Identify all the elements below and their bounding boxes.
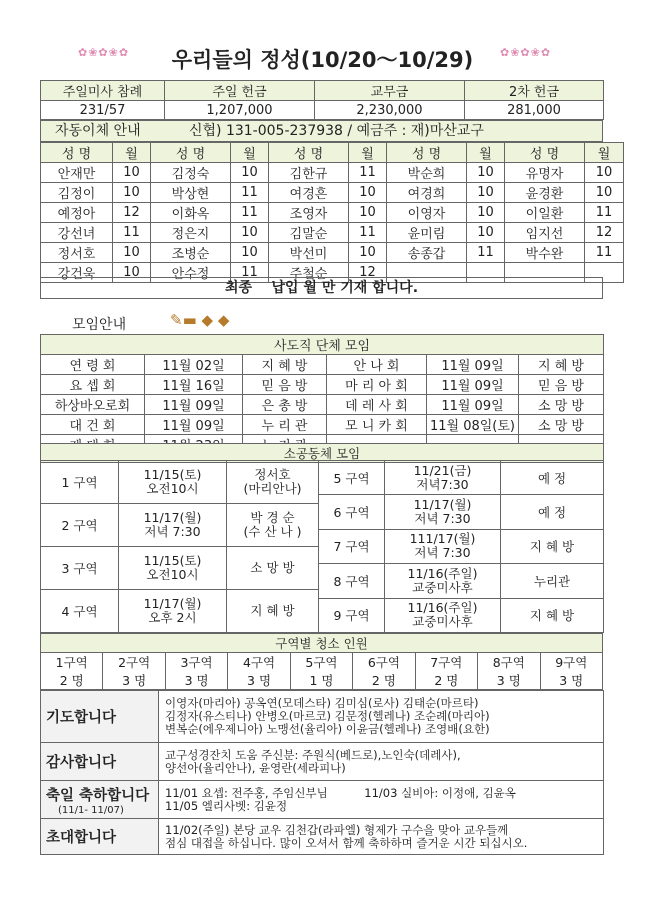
community-line: 정서호: [254, 467, 291, 482]
roster-name: 김한규: [269, 163, 349, 183]
group-cell: 모 니 카 회: [327, 415, 427, 435]
notice-line: 교구성경잔치 도움 주신분: 주원식(베드로),노인숙(데레사),: [165, 747, 461, 762]
roster-month: 11: [467, 243, 505, 263]
offering-summary-table: [40, 80, 604, 120]
community-lines: [227, 468, 318, 496]
summary-header: 2차 헌금: [465, 81, 604, 101]
cleaning-count: 2 명: [415, 671, 477, 690]
community-when: [385, 564, 501, 598]
cleaning-zone: 7구역: [415, 653, 477, 672]
group-cell: 11월 02일: [145, 355, 243, 375]
community-lines: [385, 464, 500, 492]
notice-line: 점심 대접을 하십니다. 많이 오셔서 함께 축하하며 즐거운 시간 되십시오.: [165, 835, 528, 850]
roster-name: 정은지: [151, 223, 231, 243]
community-line: 11/16(주일): [407, 565, 478, 581]
community-zone: 6 구역: [319, 495, 385, 529]
group-cell: 하상바오로회: [41, 395, 145, 415]
communities-right-table: [318, 460, 604, 633]
community-line: 11/17(월): [143, 596, 202, 611]
community-place: 누리관: [501, 564, 604, 598]
notice-label: [41, 819, 159, 855]
group-cell: 11월 09일: [145, 395, 243, 415]
community-zone: 7 구역: [319, 529, 385, 563]
roster-name: 윤미림: [387, 223, 467, 243]
community-line: 저녁 7:30: [144, 524, 201, 539]
roster-name: 박순희: [387, 163, 467, 183]
community-place: 지 혜 방: [501, 598, 604, 632]
roster-table: [40, 142, 624, 283]
roster-month: 12: [585, 223, 624, 243]
community-when: [119, 547, 227, 590]
community-lines: [119, 597, 226, 625]
roster-month: 10: [585, 163, 624, 183]
roster-month: 10: [467, 163, 505, 183]
notice-content: [159, 691, 604, 743]
notice-line: 양선아(율리안나), 윤영란(세라피나): [165, 760, 346, 775]
roster-header: 성 명: [505, 143, 585, 163]
group-cell: 11월 09일: [427, 355, 519, 375]
cleaning-count: 3 명: [540, 671, 603, 690]
roster-month: 10: [231, 243, 269, 263]
roster-month: 11: [585, 203, 624, 223]
community-lines: [119, 554, 226, 582]
community-zone: 9 구역: [319, 598, 385, 632]
roster-name: 송종갑: [387, 243, 467, 263]
group-cell: 누 리 관: [243, 415, 327, 435]
group-cell: 11월 09일: [427, 375, 519, 395]
roster-name: 안재만: [41, 163, 113, 183]
notice-line: 이영자(마리아) 공옥연(모데스타) 김미심(로사) 김태순(마르타): [165, 696, 479, 710]
roster-name: 유명자: [505, 163, 585, 183]
cleaning-count: 1 명: [290, 671, 352, 690]
group-cell: 믿 음 방: [243, 375, 327, 395]
group-cell: 마 리 아 회: [327, 375, 427, 395]
community-place: 예 정: [501, 461, 604, 495]
community-line: 소 망 방: [250, 560, 295, 575]
roster-name: 박상현: [151, 183, 231, 203]
roster-month: 10: [467, 203, 505, 223]
auto-transfer-bar: [40, 120, 603, 142]
roster-month: 10: [349, 203, 387, 223]
community-line: 지 혜 방: [250, 603, 295, 618]
notice-line: 11/02(주일) 본당 교우 김천갑(라파엘) 형제가 구수을 맞아 교우들께: [165, 822, 509, 837]
group-cell: 11월 08일(토): [427, 415, 519, 435]
roster-month: 11: [349, 163, 387, 183]
community-line: 11/21(금): [413, 462, 472, 478]
notice-label: [41, 691, 159, 743]
community-line: 박 경 순: [250, 510, 295, 525]
group-cell: 소 망 방: [519, 415, 604, 435]
community-when: [385, 598, 501, 632]
cleaning-count: 3 명: [103, 671, 165, 690]
summary-value: 2,230,000: [315, 101, 465, 120]
roster-name: 박수완: [505, 243, 585, 263]
community-lines: [227, 604, 318, 618]
community-line: (수 산 나 ): [243, 524, 302, 539]
roster-header: 성 명: [387, 143, 467, 163]
roster-name: 이영자: [387, 203, 467, 223]
cleaning-count: 3 명: [478, 671, 540, 690]
roster-name: 이화옥: [151, 203, 231, 223]
notice-label-text: 감사합니다: [46, 755, 117, 771]
group-cell: 데 레 사 회: [327, 395, 427, 415]
communities-left-table: [40, 460, 319, 633]
community-line: 저녁 7:30: [414, 511, 471, 527]
roster-name: 강선녀: [41, 223, 113, 243]
roster-header: 월: [585, 143, 624, 163]
group-cell: 믿 음 방: [519, 375, 604, 395]
notice-label-text: 기도합니다: [46, 710, 117, 726]
community-place: 예 정: [501, 495, 604, 529]
community-when: [119, 461, 227, 504]
roster-month: 10: [467, 183, 505, 203]
community-zone: 5 구역: [319, 461, 385, 495]
roster-header: 월: [231, 143, 269, 163]
community-place: [227, 547, 319, 590]
cleaning-table: [40, 633, 603, 690]
communities-title: 소공동체 모임: [41, 444, 604, 463]
roster-name: 강건욱: [41, 263, 113, 283]
roster-name: 주철순: [269, 263, 349, 283]
group-cell: 11월 16일: [145, 375, 243, 395]
community-when: [119, 504, 227, 547]
apostolic-groups-table: [40, 334, 604, 455]
notice-label: [41, 743, 159, 781]
roster-month: 12: [113, 203, 151, 223]
roster-month: 10: [113, 163, 151, 183]
meeting-label: 모임안내: [72, 317, 127, 333]
community-line: 11/17(월): [413, 497, 472, 513]
group-cell: 소 망 방: [519, 395, 604, 415]
summary-header: 주일 헌금: [165, 81, 315, 101]
cleaning-zone: 5구역: [290, 653, 352, 672]
roster-month: 10: [349, 183, 387, 203]
community-zone: 2 구역: [41, 504, 119, 547]
roster-month: 11: [231, 203, 269, 223]
community-line: 111/17(월): [409, 531, 476, 547]
cleaning-zone: 6구역: [353, 653, 415, 672]
cleaning-zone: 8구역: [478, 653, 540, 672]
cleaning-count: 3 명: [165, 671, 227, 690]
community-lines: [119, 511, 226, 539]
roster-name: 정서호: [41, 243, 113, 263]
notice-sublabel: (11/1- 11/07): [58, 804, 124, 816]
roster-month: 10: [585, 183, 624, 203]
group-cell: 연 령 회: [41, 355, 145, 375]
notice-line: 김정자(유스티나) 안병오(마르코) 김문정(헬레나) 조순례(마리아): [165, 709, 490, 723]
roster-header: 성 명: [151, 143, 231, 163]
notice-content: [159, 819, 604, 855]
cleaning-zone: 3구역: [165, 653, 227, 672]
community-line: 교중미사후: [412, 614, 473, 630]
roster-header: 성 명: [41, 143, 113, 163]
roster-month: 11: [231, 263, 269, 283]
community-lines: [227, 511, 318, 539]
community-when: [385, 495, 501, 529]
community-when: [385, 529, 501, 563]
group-cell: 지 혜 방: [243, 355, 327, 375]
notice-line: 11/01 요셉: 전주홍, 주임신부님 11/03 실비아: 이정애, 김윤옥: [165, 785, 516, 800]
roster-name: 박선미: [269, 243, 349, 263]
group-cell: 은 총 방: [243, 395, 327, 415]
cleaning-count: 2 명: [41, 671, 103, 690]
page-title: 우리들의 정성(10/20～10/29): [171, 48, 474, 72]
cleaning-title: 구역별 청소 인원: [41, 634, 603, 653]
community-zone: 4 구역: [41, 590, 119, 633]
roster-month: 10: [113, 183, 151, 203]
community-when: [119, 590, 227, 633]
notice-content: [159, 781, 604, 819]
group-cell: 지 혜 방: [519, 355, 604, 375]
group-cell: 대 건 회: [41, 415, 145, 435]
roster-footer: 최종 납입 월 만 기재 합니다.: [40, 277, 603, 299]
group-cell: 11월 09일: [145, 415, 243, 435]
auto-transfer-info: 신협) 131-005-237938 / 예금주 : 재)마산교구: [189, 123, 484, 139]
roster-name: 이일환: [505, 203, 585, 223]
roster-month: 12: [349, 263, 387, 283]
roster-month: 10: [349, 243, 387, 263]
roster-month: 11: [231, 183, 269, 203]
roster-name: 김말순: [269, 223, 349, 243]
roster-month: 11: [585, 243, 624, 263]
notice-label: [41, 781, 159, 819]
community-lines: [227, 561, 318, 575]
community-lines: [119, 468, 226, 496]
community-when: [385, 461, 501, 495]
roster-month: 10: [467, 223, 505, 243]
cleaning-zone: 4구역: [228, 653, 290, 672]
roster-header: 월: [467, 143, 505, 163]
apostolic-groups-title: 사도직 단체 모임: [41, 335, 604, 355]
bird-decoration-icon: ✎▬ ◆ ◆: [170, 311, 230, 329]
community-lines: [385, 532, 500, 560]
summary-header: 교무금: [315, 81, 465, 101]
notice-label-text: 축일 축하합니다: [46, 787, 150, 804]
roster-name: 여경흔: [269, 183, 349, 203]
community-line: 11/17(월): [143, 510, 202, 525]
community-line: 저녁7:30: [416, 476, 469, 492]
flower-decoration-left: ✿❀✿❀✿: [78, 46, 130, 59]
roster-name: 여경희: [387, 183, 467, 203]
community-line: 오전10시: [146, 567, 199, 582]
roster-name: 예정아: [41, 203, 113, 223]
community-place: [227, 461, 319, 504]
summary-value: 231/57: [41, 101, 165, 120]
roster-name: 조영자: [269, 203, 349, 223]
roster-name: 임지선: [505, 223, 585, 243]
auto-transfer-label: 자동이체 안내: [55, 123, 141, 139]
community-line: 11/15(토): [143, 553, 202, 568]
roster-name: 윤경환: [505, 183, 585, 203]
roster-name: 김정숙: [151, 163, 231, 183]
notice-line: 변복순(에우제니아) 노맹선(율리아) 이윤금(헬레나) 조영배(요한): [165, 722, 490, 736]
roster-header: 성 명: [269, 143, 349, 163]
community-place: 지 혜 방: [501, 529, 604, 563]
cleaning-zone: 9구역: [540, 653, 603, 672]
community-line: 교중미사후: [412, 579, 473, 595]
community-zone: 3 구역: [41, 547, 119, 590]
community-line: 11/15(토): [143, 467, 202, 482]
community-line: (마리안나): [243, 481, 302, 496]
notices-table: [40, 690, 604, 855]
roster-month: 10: [231, 223, 269, 243]
roster-header: 월: [349, 143, 387, 163]
notice-line: 11/05 엘리사벳: 김윤정: [165, 798, 288, 813]
community-zone: 1 구역: [41, 461, 119, 504]
summary-header: 주일미사 참례: [41, 81, 165, 101]
community-lines: [385, 567, 500, 595]
community-line: 저녁 7:30: [414, 545, 471, 561]
community-lines: [385, 498, 500, 526]
roster-month: 10: [113, 263, 151, 283]
cleaning-zone: 2구역: [103, 653, 165, 672]
community-place: [227, 590, 319, 633]
community-line: 오전10시: [146, 481, 199, 496]
roster-name: 조병순: [151, 243, 231, 263]
group-cell: 11월 09일: [427, 395, 519, 415]
cleaning-count: 2 명: [353, 671, 415, 690]
roster-header: 월: [113, 143, 151, 163]
roster-month: 11: [349, 223, 387, 243]
roster-month: 10: [113, 243, 151, 263]
summary-value: 1,207,000: [165, 101, 315, 120]
community-zone: 8 구역: [319, 564, 385, 598]
cleaning-count: 3 명: [228, 671, 290, 690]
community-line: 11/16(주일): [407, 600, 478, 616]
group-cell: 안 나 회: [327, 355, 427, 375]
community-line: 오후 2시: [148, 610, 197, 625]
roster-name: 김정이: [41, 183, 113, 203]
flower-decoration-right: ✿❀✿❀✿: [500, 46, 552, 59]
summary-value: 281,000: [465, 101, 604, 120]
roster-name: 안수정: [151, 263, 231, 283]
community-place: [227, 504, 319, 547]
community-lines: [385, 601, 500, 629]
notice-content: [159, 743, 604, 781]
cleaning-zone: 1구역: [41, 653, 103, 672]
roster-month: 10: [231, 163, 269, 183]
group-cell: 요 셉 회: [41, 375, 145, 395]
roster-month: 11: [113, 223, 151, 243]
notice-label-text: 초대합니다: [46, 830, 117, 846]
